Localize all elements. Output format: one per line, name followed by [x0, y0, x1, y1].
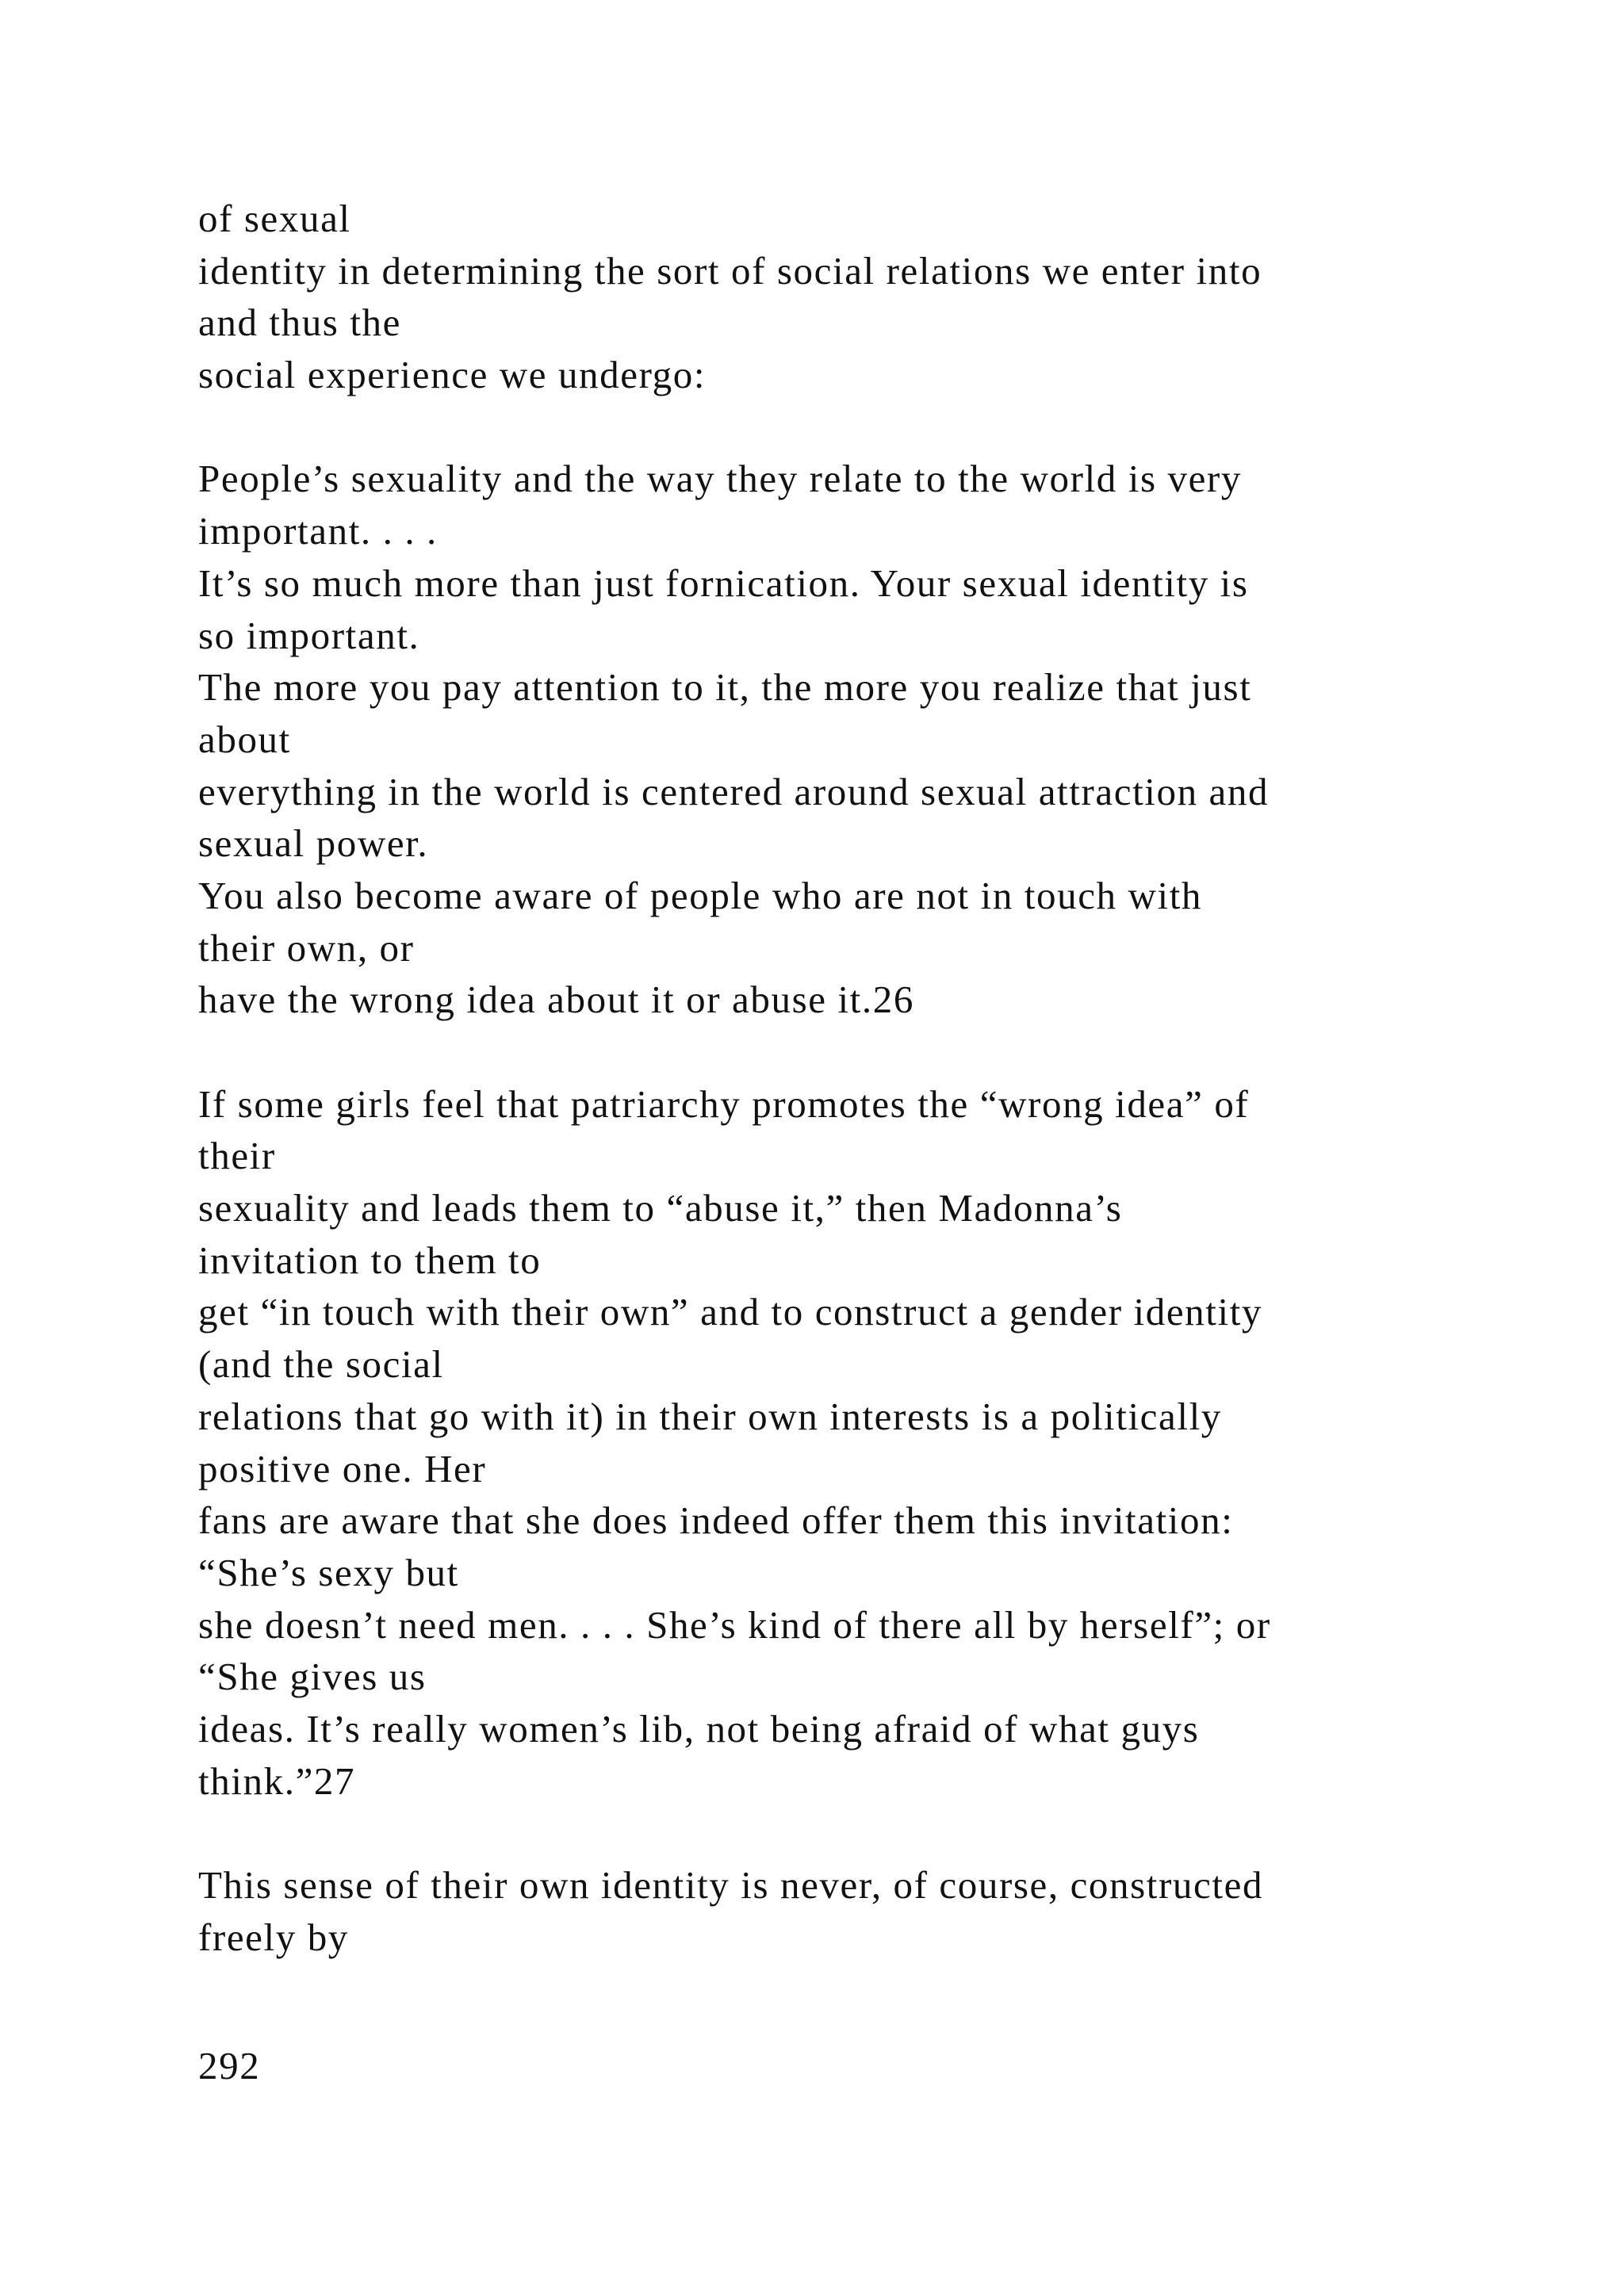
paragraph-gap — [198, 1026, 1499, 1078]
text-line: she doesn’t need men. . . . She’s kind of there all by herself”; or — [198, 1602, 1271, 1647]
text-line: their own, or — [198, 925, 415, 970]
block-quote — [198, 453, 1499, 1026]
text-line: invitation to them to — [198, 1238, 542, 1282]
text-line: get “in touch with their own” and to construct a gender identity — [198, 1290, 1263, 1334]
text-line: fans are aware that she does indeed offer them this invitation: — [198, 1498, 1234, 1543]
text-line: sexual power. — [198, 821, 429, 866]
text-line: identity in determining the sort of social relations we enter into — [198, 248, 1262, 293]
text-line: think.”27 — [198, 1758, 356, 1803]
page-number: 292 — [198, 2044, 261, 2087]
paragraph-2 — [198, 1078, 1499, 1808]
text-line: This sense of their own identity is never, of course, constructed — [198, 1863, 1264, 1907]
text-line: positive one. Her — [198, 1446, 487, 1490]
text-line: everything in the world is centered around sexual attraction and — [198, 769, 1270, 813]
text-line: (and the social — [198, 1342, 444, 1387]
text-line: If some girls feel that patriarchy promotes the “wrong idea” of — [198, 1081, 1250, 1126]
text-line: You also become aware of people who are not in touch with — [198, 873, 1203, 917]
text-line: ideas. It’s really women’s lib, not being afraid of what guys — [198, 1706, 1200, 1751]
text-line: “She gives us — [198, 1655, 427, 1699]
paragraph-gap — [198, 1807, 1499, 1859]
text-line: so important. — [198, 613, 420, 657]
text-line: The more you pay attention to it, the more you realize that just — [198, 665, 1252, 710]
text-line: have the wrong idea about it or abuse it.26 — [198, 978, 914, 1022]
text-line: It’s so much more than just fornication. Your sexual identity is — [198, 561, 1249, 605]
text-line: their — [198, 1134, 276, 1178]
paragraph-gap — [198, 401, 1499, 453]
text-line: important. . . . — [198, 509, 438, 553]
text-line: freely by — [198, 1915, 349, 1959]
paragraph-3 — [198, 1859, 1499, 1963]
text-line: social experience we undergo: — [198, 353, 707, 397]
text-line: about — [198, 717, 291, 761]
text-line: of sexual — [198, 197, 351, 240]
text-line: sexuality and leads them to “abuse it,” then Madonna’s — [198, 1186, 1123, 1230]
paragraph-1 — [198, 193, 1499, 401]
text-line: People’s sexuality and the way they relate to the world is very — [198, 457, 1242, 501]
text-line: relations that go with it) in their own interests is a politically — [198, 1394, 1222, 1438]
text-line: and thus the — [198, 300, 401, 345]
text-line: “She’s sexy but — [198, 1550, 459, 1594]
body-text — [198, 193, 1499, 1963]
